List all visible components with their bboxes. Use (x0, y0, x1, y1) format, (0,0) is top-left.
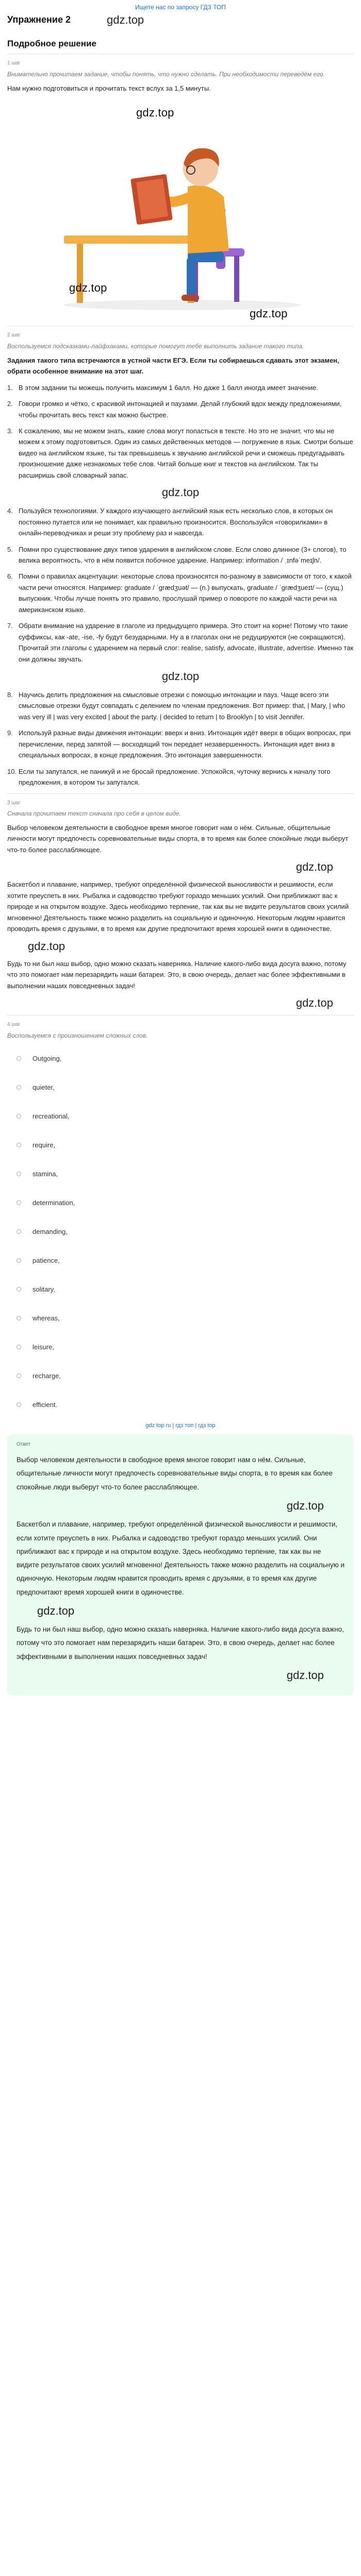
tip-text: Научись делить предложения на смысловые отрезки с помощью интонации и пауз. Чаще всего эти смысловые отрезки будут совпадать с делением по членам предложения. Вот пример: that, | Mary, | who was very ill | was very excited | about the party. | decided to return | to Brooklyn | to visit Jennifer. (19, 691, 346, 721)
watermark: gdz.top (69, 281, 107, 295)
answer-label: Ответ (17, 1441, 31, 1447)
word-item (17, 1217, 354, 1246)
tip-item (7, 766, 354, 788)
word-item (17, 1044, 354, 1073)
play-audio-icon[interactable] (17, 1056, 21, 1061)
tip-text: Используй разные виды движения интонации: вверх и вниз. Интонация идёт вверх в общих вопросах, при перечислении, перед запятой — восходящий тон передает незавершенность. Интонация идет вниз в специальных вопросах, в конце предложения. Это интонация завершенности. (19, 729, 351, 759)
step-label: 4 шаг (7, 1022, 21, 1028)
tip-number: 3. (7, 427, 13, 435)
tips-list (7, 382, 354, 788)
play-audio-icon[interactable] (17, 1200, 21, 1205)
word-text: solitary, (32, 1285, 55, 1293)
word-text: require, (32, 1141, 56, 1149)
watermark: gdz.top (161, 669, 200, 683)
step-label: 1 шаг (7, 60, 21, 66)
step-intro: Задания такого типа встречаются в устной части ЕГЭ. Если ты собираешься сдавать этот экзамен, обрати особенное внимание на этот шаг. (7, 356, 339, 376)
tip-text: Говори громко и чётко, с красивой интонацией и паузами. Делай глубокий вдох между предложениями, чтобы прочитать весь текст как можно быстрее. (19, 400, 342, 419)
reading-text (7, 822, 354, 1012)
word-text: recreational, (32, 1112, 70, 1120)
tip-item (7, 620, 354, 665)
step-hint: Сначала прочитаем текст сначала про себя в целом виде. (7, 810, 181, 818)
paragraph: Баскетбол и плавание, например, требуют определённой физической выносливости и решимости, если хотите преуспеть в них. Рыбалка и садоводство требуют гораздо меньших усилий. Они приближают вас к природе и на открытом воздухе. Здесь необходимо терпение, так как вы не видите результатов своих усилий мгновенно! Деятельность также можно разделить на социальную и одиночную. Некоторым людям нравится проводить время с друзьями, в то время как другие предпочитают время хорошей книги в одиночестве. (17, 1520, 345, 1596)
tip-text: В этом задании ты можешь получить максимум 1 балл. Но даже 1 балл иногда имеет значение. (19, 383, 319, 392)
word-text: quieter, (32, 1083, 55, 1091)
tip-number: 7. (7, 622, 13, 630)
watermark: gdz.top (296, 860, 333, 874)
top-banner (0, 0, 361, 10)
watermark: gdz.top (37, 1604, 75, 1618)
play-audio-icon[interactable] (17, 1085, 21, 1090)
play-audio-icon[interactable] (17, 1287, 21, 1292)
solution-heading: Подробное решение (7, 39, 96, 48)
step-label: 3 шаг (7, 800, 21, 806)
search-promo-link[interactable]: Ищете нас по запросу ГДЗ ТОП (135, 4, 226, 11)
answer-box (7, 1434, 354, 1696)
tip-text: К сожалению, мы не можем знать, какие слова могут попасться в тексте. Но это не значит, что мы не можем к этому подготовиться. Один из самых действенных методов — погружение в язык. Смотри больше видео на английском языке, ты так превышаешь к звучанию английской речи и сможешь предугадывать произношение даже незнакомых тебе слов. Читай больше книг и текстов на английском. Так ты расширишь свой словарный запас. (19, 427, 353, 479)
exercise-header (0, 10, 361, 30)
tip-text: Помни про существование двух типов ударения в английском слове. Если слово длинное (3+ слогов), то велика вероятность, что в нём появится побочное ударение. Например: information / ˌɪnfəˈmeɪʃn/. (19, 545, 347, 564)
tip-number: 6. (7, 572, 13, 581)
tip-number: 4. (7, 507, 13, 515)
word-text: recharge, (32, 1371, 61, 1380)
play-audio-icon[interactable] (17, 1345, 21, 1349)
word-item (17, 1160, 354, 1189)
play-audio-icon[interactable] (17, 1229, 21, 1234)
paragraph: Выбор человеком деятельности в свободное время многое говорит нам о нём. Сильные, общительные личности могут предпочесть соревновательные виды спорта, в то время как более спокойные люди выберут что-то более расслабляющее. (17, 1456, 333, 1491)
tip-number: 5. (7, 545, 13, 553)
word-text: whereas, (32, 1314, 60, 1322)
step-label: 2 шаг (7, 332, 21, 338)
step-hint: Воспользуемся подсказками-лайфхаками, которые помогут тебе выполнить задание такого типа. (7, 342, 304, 350)
tip-number: 9. (7, 729, 13, 737)
word-text: efficient. (32, 1400, 58, 1409)
tip-item (7, 398, 354, 420)
word-item (17, 1246, 354, 1275)
tip-number: 1. (7, 383, 13, 392)
word-item (17, 1102, 354, 1131)
tip-number: 2. (7, 400, 13, 408)
play-audio-icon[interactable] (17, 1374, 21, 1378)
word-text: determination, (32, 1198, 75, 1207)
word-text: stamina, (32, 1170, 58, 1178)
step-text: Нам нужно подготовиться и прочитать текст вслух за 1,5 минуты. (7, 84, 211, 92)
play-audio-icon[interactable] (17, 1172, 21, 1176)
tip-item (7, 505, 354, 538)
word-item (17, 1189, 354, 1217)
paragraph: Будь то ни был наш выбор, одно можно сказать наверняка. Наличие какого-либо вида досуга важно, потому что это помогает нам перезарядить наши батареи. Это, в свою очередь, делает нас более эффективными в выполнении наших повседневных задач! (7, 959, 347, 990)
tip-item (7, 426, 354, 481)
word-item (17, 1391, 354, 1419)
word-text: leisure, (32, 1343, 54, 1351)
paragraph: Выбор человеком деятельности в свободное время многое говорит нам о нём. Сильные, общительные личности могут предпочесть соревновательные виды спорта, в то время как более спокойные люди выберут что-то более расслабляющее. (7, 824, 349, 854)
step-3 (7, 793, 354, 1012)
exercise-title: Упражнение 2 (7, 14, 71, 25)
tip-item (7, 689, 354, 722)
play-audio-icon[interactable] (17, 1143, 21, 1147)
answer-text (17, 1453, 344, 1684)
step-hint: Воспользуемся с произношением сложных слов. (7, 1031, 148, 1039)
play-audio-icon[interactable] (17, 1258, 21, 1263)
step-2 (7, 326, 354, 788)
watermark: gdz.top (28, 939, 65, 953)
watermark: gdz.top (296, 996, 333, 1010)
step-4 (7, 1015, 354, 1419)
word-text: Outgoing, (32, 1054, 62, 1062)
word-text: demanding, (32, 1227, 68, 1235)
tip-text: Пользуйся технологиями. У каждого изучающего английский язык есть несколько слов, в которых он постоянно путается или не понимает, как правильно произносится. Воспользуйся «говорилками» в онлайн-переводчиках и реши эту проблему раз и навсегда. (19, 507, 333, 537)
tip-item (7, 382, 354, 393)
play-audio-icon[interactable] (17, 1114, 21, 1118)
word-text: patience, (32, 1256, 60, 1264)
paragraph: Будь то ни был наш выбор, одно можно сказать наверняка. Наличие какого-либо вида досуга важно, потому что это помогает нам перезарядить наши батареи. Это, в свою очередь, делает нас более эффективными в выполнении наших повседневных задач! (17, 1625, 344, 1660)
tip-item (7, 727, 354, 760)
watermark: gdz.top (161, 486, 200, 499)
word-item (17, 1275, 354, 1304)
word-item (17, 1304, 354, 1333)
watermark: gdz.top (107, 13, 144, 26)
paragraph: Баскетбол и плавание, например, требуют определённой физической выносливости и решимости, если хотите преуспеть в них. Рыбалка и садоводство требуют гораздо меньших усилий. Они приближают вас к природе и на открытом воздухе. Здесь необходимо терпение, так как вы не видите результатов своих усилий мгновенно! Деятельность также можно разделить на социальную и одиночную. Некоторым людям нравится проводить время с друзьями, в то время как другие предпочитают время хорошей книги в одиночестве. (7, 880, 349, 933)
tip-text: Если ты запутался, не паникуй и не бросай предложение. Успокойся, чуточку вернись к началу того предложения, в котором ты запутался. (19, 767, 331, 787)
tip-text: Помни о правилах акцентуации: некоторые слова произносятся по-разному в зависимости от того, к какой части речи относятся. Например: graduate / ˈɡrædʒuət/ — (n.) выпускать, graduate / ˈɡrædʒueɪt/ — (сущ.) выпускник. Чтобы лучше понять это правило, прослушай пример о повороте по каждой части речи на американском языке. (19, 572, 352, 614)
tip-item (7, 544, 354, 566)
word-item (17, 1333, 354, 1362)
sponsor-links[interactable]: gdz top ru | гдз топ | гдз top (145, 1422, 216, 1429)
word-item (17, 1131, 354, 1160)
tip-number: 8. (7, 691, 13, 699)
difficult-words-list (17, 1044, 354, 1419)
reading-boy-illustration (7, 99, 354, 320)
play-audio-icon[interactable] (17, 1402, 21, 1407)
word-item (17, 1073, 354, 1102)
word-item (17, 1362, 354, 1391)
tip-item (7, 571, 354, 615)
step-1 (7, 54, 354, 320)
tip-text: Обрати внимание на ударение в глаголе из предыдущего примера. Это стоит на корне! Потому что такие суффиксы, как -ate, -ise, -fy будут безударными. Ну а в глаголах они не редуцируются (не сокращаются). Прочитай эти глаголы с ударением на первый слог: realise, satisfy, advocate, illustrate, advertise. Именно так они должны звучать. (19, 622, 354, 663)
tip-number: 10. (7, 767, 17, 775)
watermark: gdz.top (286, 1499, 324, 1513)
watermark: gdz.top (250, 307, 288, 320)
step-hint: Внимательно прочитаем задание, чтобы понять, что нужно сделать. При необходимости переведём его. (7, 70, 325, 78)
watermark: gdz.top (286, 1669, 324, 1682)
watermark: gdz.top (136, 106, 174, 120)
play-audio-icon[interactable] (17, 1316, 21, 1320)
